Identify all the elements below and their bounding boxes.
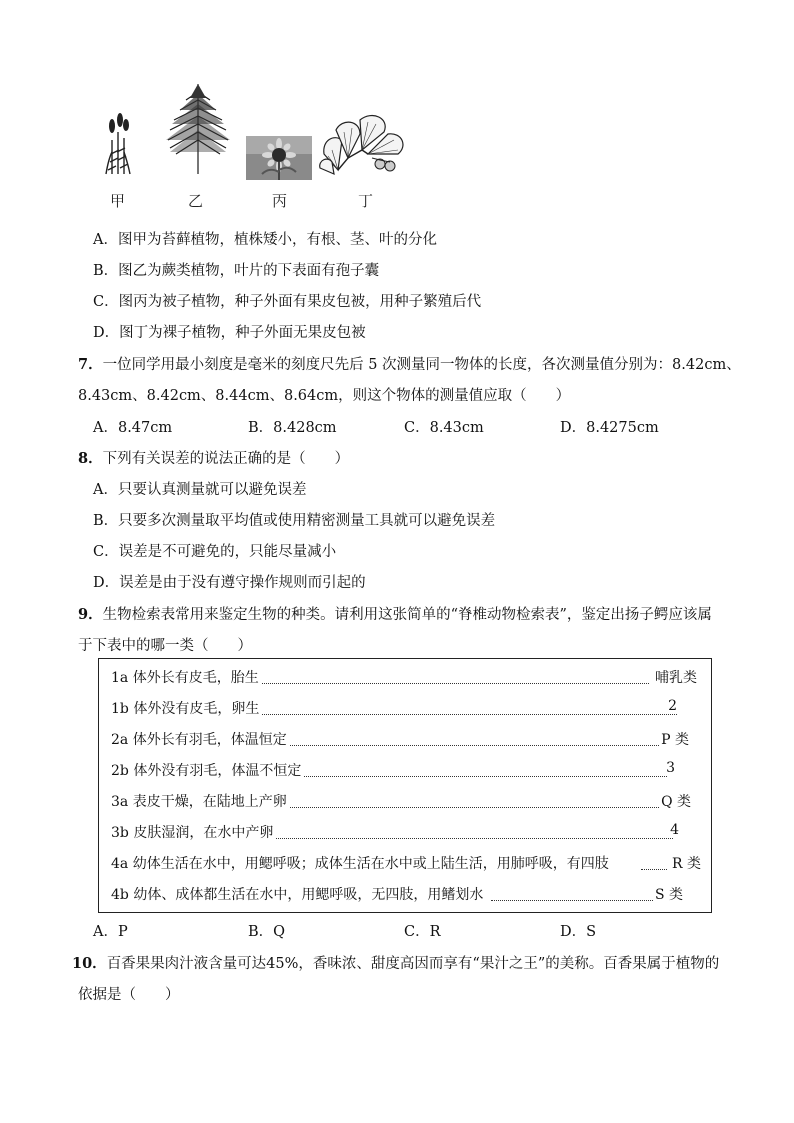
key-row: [111, 791, 697, 813]
key-row-text: 4b 幼体、成体都生活在水中，用鳃呼吸，无四肢，用鳍划水: [111, 884, 485, 904]
caption-ding: 丁: [358, 192, 374, 210]
q10-number: 10．: [72, 955, 107, 972]
q9-stem-text: 生物检索表常用来鉴定生物的种类。请利用这张简单的“脊椎动物检索表”，鉴定出扬子鳄应该属: [102, 607, 712, 623]
moss-illustration: [96, 112, 140, 178]
caption-jia: 甲: [110, 192, 126, 210]
key-row: [111, 853, 701, 875]
q6-option-d: D．图丁为裸子植物，种子外面无果皮包被: [93, 325, 366, 341]
q8-option-b: B．只要多次测量取平均值或使用精密测量工具就可以避免误差: [93, 513, 496, 529]
ginkgo-illustration: [318, 110, 410, 182]
key-row: [111, 698, 697, 720]
q7-option-a: A．8.47cm: [93, 420, 173, 436]
key-row-result: Q 类: [659, 791, 691, 811]
q6-option-c: C．图丙为被子植物，种子外面有果皮包被，用种子繁殖后代: [93, 294, 482, 310]
key-row-result: 2: [668, 698, 677, 714]
q7-stem-text: 一位同学用最小刻度是毫米的刻度尺先后 5 次测量同一物体的长度，各次测量值分别为：8.42cm、: [102, 357, 741, 373]
sunflower-photo: [246, 136, 312, 180]
q7-stem-line1: [78, 353, 741, 374]
vertebrate-key-table: [98, 658, 712, 913]
q8-stem: [78, 447, 349, 468]
q8-option-c: C．误差是不可避免的，只能尽量减小: [93, 544, 337, 560]
q10-stem-line1: [72, 952, 719, 973]
key-row-text: 3b 皮肤湿润，在水中产卵: [111, 822, 275, 842]
q9-option-d: D．S: [560, 924, 597, 940]
q7-option-b: B．8.428cm: [248, 420, 337, 436]
key-row-result: R 类: [670, 853, 701, 873]
q10-stem-text: 百香果果肉汁液含量可达45%，香味浓、甜度高因而享有“果汁之王”的美称。百香果属于植物的: [106, 956, 720, 972]
q8-number: 8．: [78, 450, 103, 467]
key-row: [111, 884, 697, 906]
key-row-text: 3a 表皮干燥，在陆地上产卵: [111, 791, 289, 811]
key-row-text: 2b 体外没有羽毛，体温不恒定: [111, 760, 303, 780]
key-row-result: S 类: [653, 884, 683, 904]
key-row-text: 1a 体外长有皮毛，胎生: [111, 667, 261, 687]
key-row-result: 哺乳类: [653, 667, 697, 687]
q6-option-a: A．图甲为苔藓植物，植株矮小，有根、茎、叶的分化: [93, 232, 437, 248]
q7-stem-line2: 8.43cm、8.42cm、8.44cm、8.64cm，则这个物体的测量值应取（ ）: [78, 388, 571, 404]
q9-number: 9．: [78, 606, 103, 623]
caption-bing: 丙: [272, 192, 288, 210]
q9-option-c: C．R: [404, 924, 441, 940]
q8-stem-text: 下列有关误差的说法正确的是（ ）: [102, 451, 350, 467]
key-row: [111, 760, 697, 782]
key-row-text: 1b 体外没有皮毛，卵生: [111, 698, 261, 718]
key-row-text: 4a 幼体生活在水中，用鳃呼吸；成体生活在水中或上陆生活，用肺呼吸，有四肢: [111, 853, 611, 873]
q10-stem-line2: 依据是（ ）: [78, 987, 180, 1003]
q9-stem-line1: [78, 603, 712, 624]
q8-option-a: A．只要认真测量就可以避免误差: [93, 482, 307, 498]
q8-option-d: D．误差是由于没有遵守操作规则而引起的: [93, 575, 366, 591]
key-row: [111, 822, 697, 844]
q7-option-c: C．8.43cm: [404, 420, 484, 436]
q6-option-b: B．图乙为蕨类植物，叶片的下表面有孢子囊: [93, 263, 380, 279]
key-row-result: 4: [670, 822, 679, 838]
q7-option-d: D．8.4275cm: [560, 420, 659, 436]
q7-number: 7．: [78, 356, 103, 373]
fern-illustration: [160, 80, 236, 176]
key-row-result: 3: [666, 760, 675, 776]
key-row: [111, 667, 697, 689]
q9-option-a: A．P: [93, 924, 128, 940]
caption-yi: 乙: [188, 192, 204, 210]
q9-option-b: B．Q: [248, 924, 286, 940]
q9-stem-line2: 于下表中的哪一类（ ）: [78, 638, 252, 654]
key-row: [111, 729, 697, 751]
key-row-text: 2a 体外长有羽毛，体温恒定: [111, 729, 289, 749]
key-row-result: P 类: [659, 729, 689, 749]
